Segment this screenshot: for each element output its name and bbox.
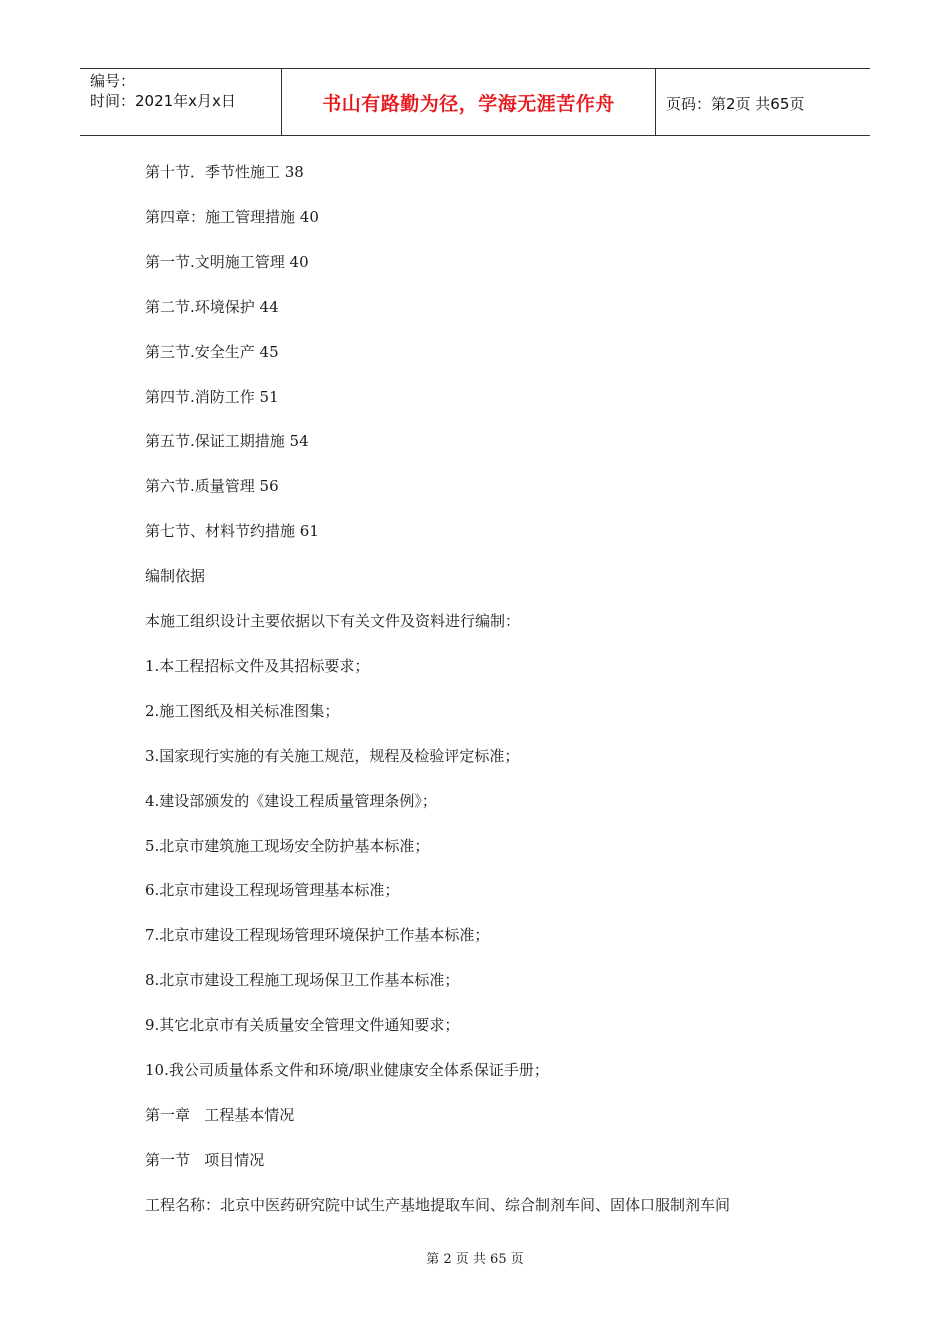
paragraph: 工程名称：北京中医药研究院中试生产基地提取车间、综合制剂车间、固体口服制剂车间 (145, 1196, 731, 1214)
toc-line: 第二节.环境保护 44 (145, 298, 279, 316)
list-item: 4.建设部颁发的《建设工程质量管理条例》； (145, 792, 437, 810)
section-heading: 编制依据 (145, 567, 206, 585)
toc-line: 第一节.文明施工管理 40 (145, 253, 309, 271)
page-footer: 第 2 页 共 65 页 (426, 1252, 524, 1267)
section-heading: 第一节 项目情况 (145, 1151, 265, 1169)
list-item: 6.北京市建设工程现场管理基本标准； (145, 881, 400, 899)
document-code-label: 编号： (90, 72, 136, 90)
header-motto: 书山有路勤为径，学海无涯苦作舟 (322, 93, 615, 115)
paragraph: 本施工组织设计主要依据以下有关文件及资料进行编制： (145, 612, 521, 630)
toc-line: 第五节.保证工期措施 54 (145, 432, 309, 450)
header-divider-right (655, 69, 656, 135)
list-item: 8.北京市建设工程施工现场保卫工作基本标准； (145, 971, 460, 989)
list-item: 10.我公司质量体系文件和环境/职业健康安全体系保证手册； (145, 1061, 549, 1079)
page-header (80, 68, 870, 136)
header-page-number: 页码：第2页 共65页 (666, 95, 805, 113)
list-item: 1.本工程招标文件及其招标要求； (145, 657, 370, 675)
toc-line: 第七节、材料节约措施 61 (145, 522, 319, 540)
list-item: 3.国家现行实施的有关施工规范，规程及检验评定标准； (145, 747, 520, 765)
toc-line: 第四节.消防工作 51 (145, 388, 279, 406)
header-meta (90, 71, 280, 111)
list-item: 5.北京市建筑施工现场安全防护基本标准； (145, 837, 430, 855)
toc-line: 第十节．季节性施工 38 (145, 163, 304, 181)
list-item: 2.施工图纸及相关标准图集； (145, 702, 340, 720)
list-item: 7.北京市建设工程现场管理环境保护工作基本标准； (145, 926, 490, 944)
chapter-heading: 第一章 工程基本情况 (145, 1106, 295, 1124)
document-time-label: 时间：2021年x月x日 (90, 92, 236, 110)
toc-line: 第四章：施工管理措施 40 (145, 208, 319, 226)
list-item: 9.其它北京市有关质量安全管理文件通知要求； (145, 1016, 460, 1034)
toc-line: 第六节.质量管理 56 (145, 477, 279, 495)
toc-line: 第三节.安全生产 45 (145, 343, 279, 361)
